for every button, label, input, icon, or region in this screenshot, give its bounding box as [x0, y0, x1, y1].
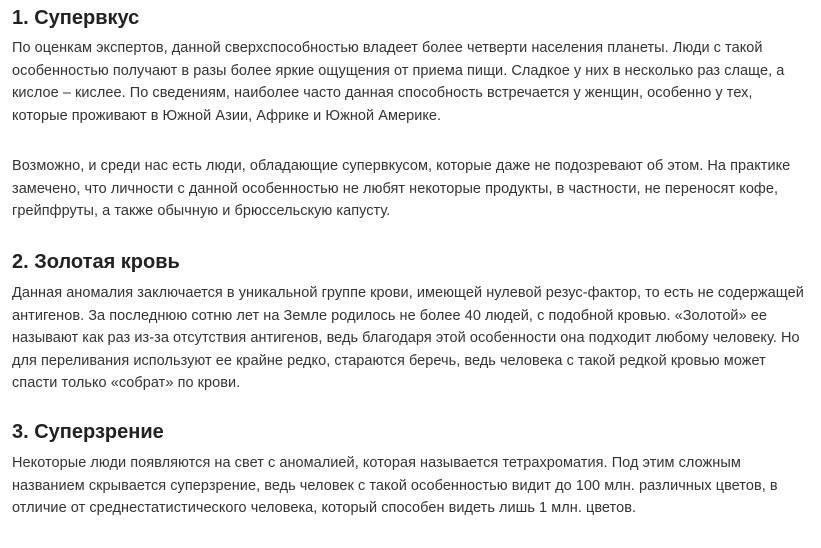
section-paragraph: Некоторые люди появляются на свет с аномалией, которая называется тетрахроматия. Под этим сложным названием скрывается суперзрение, ведь человек с такой особенностью видит до 100 млн. различных цветов, в отличие от среднестатистического человека, который способен видеть лишь 1 млн. цветов. — [12, 455, 778, 516]
section-paragraph: Возможно, и среди нас есть люди, обладающие супервкусом, которые даже не подозревают об этом. На практике замечено, что личности с данной особенностью не любят некоторые продукты, в частности, не переносят кофе, грейпфруты, а также обычную и брюссельскую капусту. — [12, 158, 791, 219]
section-title-supertaste: 1. Супервкус — [12, 7, 140, 29]
section-title-supervision: 3. Суперзрение — [12, 421, 164, 443]
section-paragraph: Данная аномалия заключается в уникальной группе крови, имеющей нулевой резус-фактор, то есть не содержащей антигенов. За последнюю сотню лет на Земле родилось не более 40 людей, с подобной кровью. «Золотой» ее называют как раз из-за отсутствия антигенов, ведь благодаря этой особенности она подходит любому человеку. Но для переливания используют ее крайне редко, стараются беречь, ведь человека с такой редкой кровью может спасти только «собрат» по крови. — [12, 285, 804, 391]
section-paragraph: По оценкам экспертов, данной сверхспособностью владеет более четверти населения планеты. Люди с такой особенностью получают в разы более яркие ощущения от приема пищи. Сладкое у них в несколько раз слаще, а кислое – кислее. По сведениям, наиболее часто данная способность встречается у женщин, особенно у тех, которые проживают в Южной Азии, Африке и Южной Америке. — [12, 40, 785, 124]
section-title-golden-blood: 2. Золотая кровь — [12, 251, 180, 273]
